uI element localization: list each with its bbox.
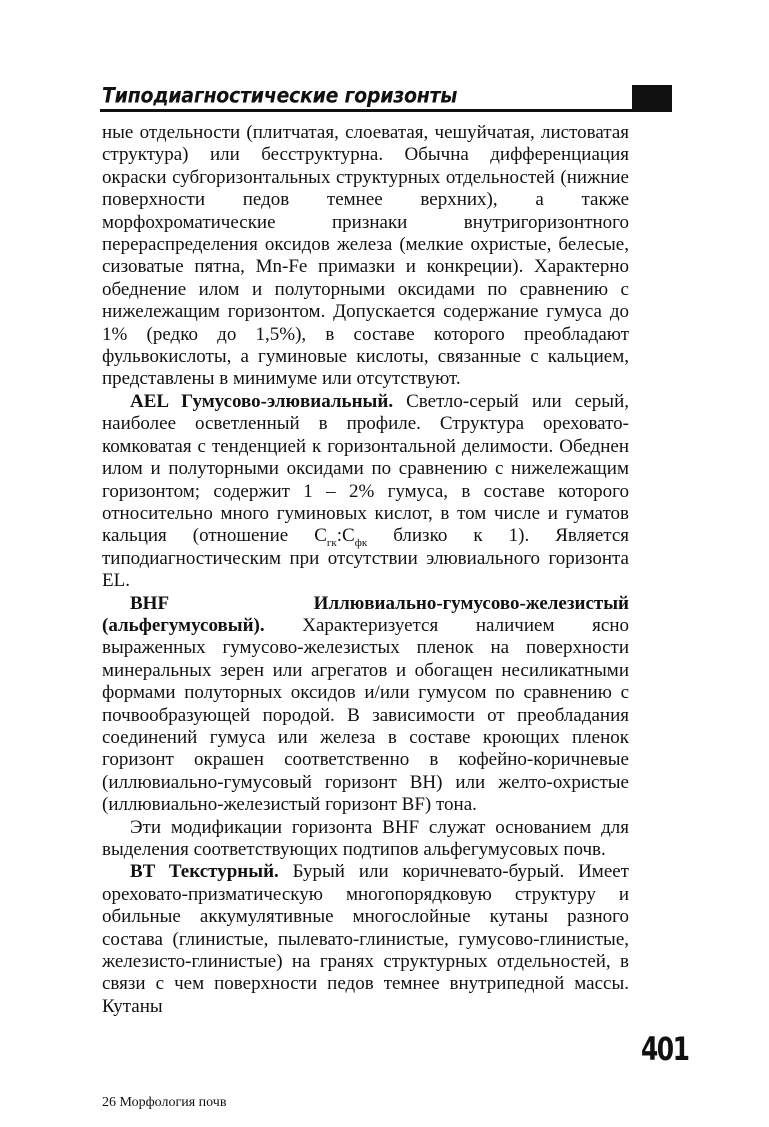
paragraph-term: BHF Иллювиально-гумусово-железистый (альфегумусовый). bbox=[102, 592, 629, 636]
subscript-fk: фк bbox=[354, 537, 368, 550]
subscript-gk: гк bbox=[326, 537, 337, 550]
paragraph-text: близко к 1). Является типодиагностическим при отсутствии элювиального горизонта EL. bbox=[102, 525, 629, 592]
paragraph-ael bbox=[102, 391, 629, 593]
paragraph-text: Характеризуется наличием ясно выраженных гумусово-железистых пленок на поверхности минеральных зерен или агрегатов и обогащен несиликатными формами полуторных оксидов и/или гумусом по сравнению с почвообразующей породой. В зависимости от преобладания соединений гумуса или железа в составе кроющих пленок горизонт окрашен соответственно в кофейно-коричневые (иллювиально-гумусовый горизонт BH) или желто-охристые (иллювиально-железистый горизонт BF) тона. bbox=[102, 614, 629, 816]
page-number: 401 bbox=[641, 1030, 689, 1068]
paragraph-text: Бурый или коричневато-бурый. Имеет ореховато-призматическую многопорядковую структуру и обильные аккумулятивные многослойные кутаны разного состава (глинистые, пылевато-глинистые, гумусово-глинистые, железисто-глинистые) на гранях структурных отдельностей, в связи с чем поверхности педов темнее внутрипедной массы. Кутаны bbox=[102, 861, 629, 1017]
body-text bbox=[102, 122, 629, 1018]
paragraph-bhf-modifications bbox=[102, 817, 629, 862]
paragraph-continuation bbox=[102, 122, 629, 391]
header-black-tab bbox=[632, 85, 672, 109]
signature-mark: 26 Морфология почв bbox=[102, 1095, 227, 1110]
running-header-title: Типодиагностические горизонты bbox=[102, 83, 458, 108]
paragraph-text: Эти модификации горизонта BHF служат основанием для выделения соответствующих подтипов альфегумусовых почв. bbox=[102, 816, 629, 860]
paragraph-text: ные отдельности (плитчатая, слоеватая, чешуйчатая, листоватая структура) или бесструктурна. Обычна дифференциация окраски субгоризонтальных структурных отдельностей (нижние поверхности педов темнее верхних), а также морфохроматические признаки внутригоризонтного перераспределения оксидов железа (мелкие охристые, белесые, сизоватые пятна, Mn-Fe примазки и конкреции). Характерно обеднение илом и полуторными оксидами по сравнению с нижележащим горизонтом. Допускается содержание гумуса до 1% (редко до 1,5%), в составе которого преобладают фульвокислоты, а гуминовые кислоты, связанные с кальцием, представлены в минимуме или отсутствуют. bbox=[102, 122, 629, 390]
paragraph-term: BT Текстурный. bbox=[130, 861, 279, 883]
paragraph-text: :С bbox=[336, 525, 355, 547]
running-header bbox=[100, 84, 672, 112]
paragraph-bt bbox=[102, 861, 629, 1018]
paragraph-text: Светло-серый или серый, наиболее осветленный в профиле. Структура ореховато-комковатая с тенденцией к горизонтальной делимости. Обеднен илом и полуторными оксидами по сравнению с нижележащим горизонтом; содержит 1 – 2% гумуса, в составе которого относительно много гуминовых кислот, в том числе и гуматов кальция (отношение С bbox=[102, 390, 629, 547]
paragraph-bhf bbox=[102, 593, 629, 817]
header-rule bbox=[100, 109, 672, 112]
paragraph-term: AEL Гумусово-элювиальный. bbox=[130, 390, 394, 412]
